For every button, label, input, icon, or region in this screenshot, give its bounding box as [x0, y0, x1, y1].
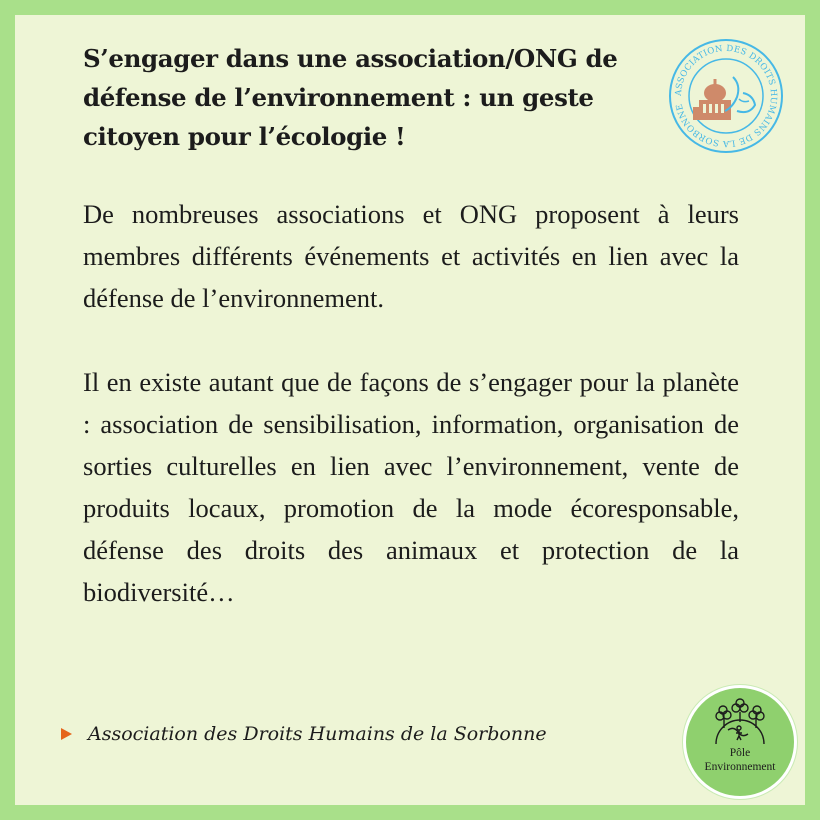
- svg-text:ASSOCIATION DES DROITS HUMAINS: ASSOCIATION DES DROITS HUMAINS DE LA SORBONNE: [673, 43, 779, 149]
- earth-trees-icon: [706, 698, 774, 746]
- pole-environnement-badge: [683, 685, 797, 799]
- footer: [61, 723, 547, 745]
- details-paragraph: Il en existe autant que de façons de s’engager pour la planète : association de sensibilisation, information, organisation de sorties culturelles en lien avec l’environnement, vente de produits locaux, promotion de la mode écoresponsable, défense des droits des animaux et protection de la biodiversité…: [83, 367, 739, 607]
- post-card: [15, 15, 805, 805]
- page-title: S’engager dans une association/ONG de défense de l’environnement : un geste citoyen pour l’écologie !: [83, 44, 618, 151]
- badge-label-line2: Environnement: [704, 761, 776, 773]
- arrow-right-icon: [61, 728, 72, 740]
- footer-association-name: Association des Droits Humains de la Sorbonne: [88, 723, 547, 745]
- intro-paragraph: De nombreuses associations et ONG proposent à leurs membres différents événements et activités en lien avec la défense de l’environnement.: [83, 199, 739, 313]
- association-seal-icon: [667, 37, 785, 155]
- badge-label-line1: Pôle: [729, 747, 751, 759]
